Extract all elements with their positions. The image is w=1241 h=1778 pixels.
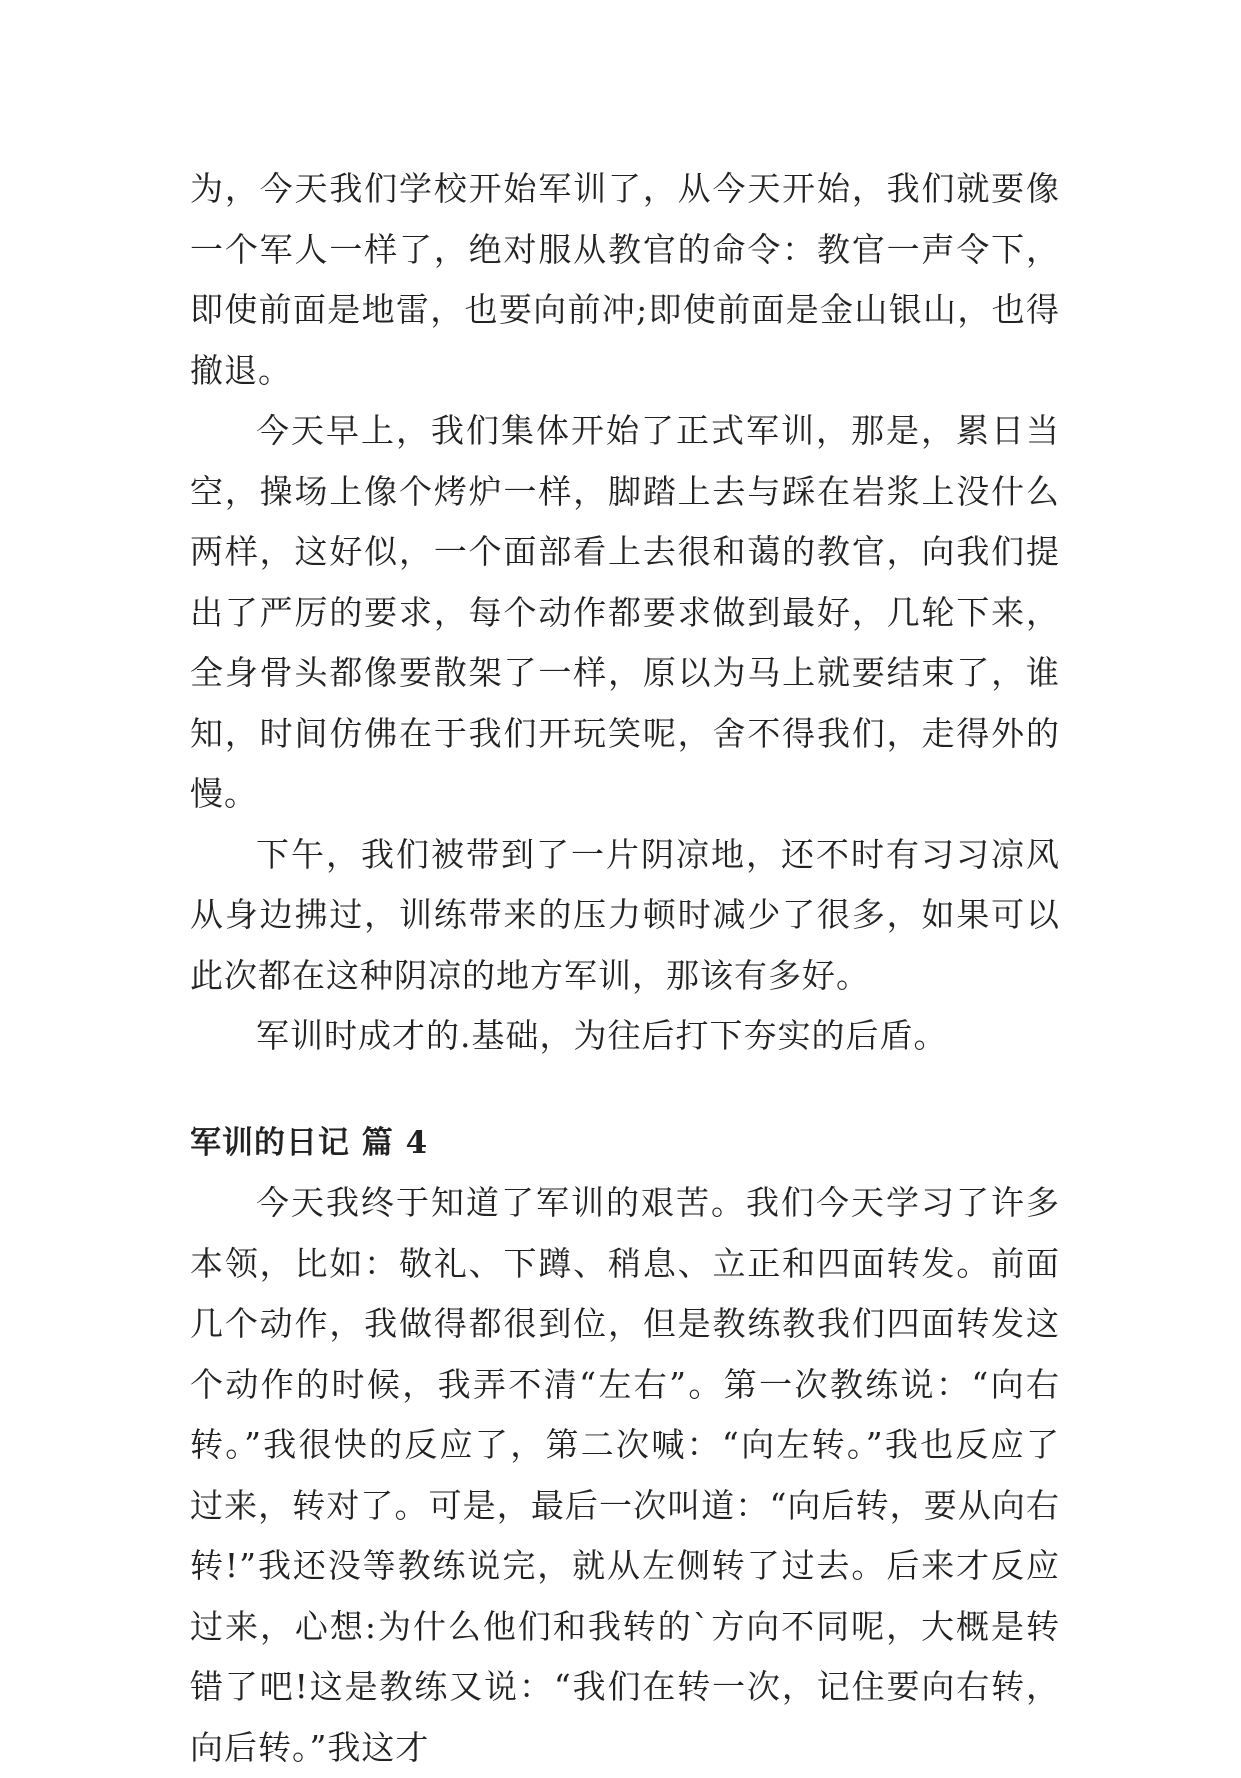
section-heading: 军训的日记 篇 4 [190,1124,429,1161]
paragraph-afternoon: 下午，我们被带到了一片阴凉地，还不时有习习凉风从身边拂过，训练带来的压力顿时减少了很多，如果可以此次都在这种阴凉的地方军训，那该有多好。 [190,834,1060,995]
paragraph-section4: 今天我终于知道了军训的艰苦。我们今天学习了许多本领，比如：敬礼、下蹲、稍息、立正和四面转发。前面几个动作，我做得都很到位，但是教练教我们四面转发这个动作的时候，我弄不清“左右”。第一次教练说：“向右转。”我很快的反应了，第二次喊：“向左转。”我也反应了过来，转对了。可是，最后一次叫道：“向后转，要从向右转!”我还没等教练说完，就从左侧转了过去。后来才反应过来，心想:为什么他们和我转的`方向不同呢，大概是转错了吧!这是教练又说：“我们在转一次，记住要向右转，向后转。”我这才 [190,1183,1060,1767]
document-body [190,159,1060,1778]
paragraph-continuation: 为，今天我们学校开始军训了，从今天开始，我们就要像一个军人一样了，绝对服从教官的命令：教官一声令下，即使前面是地雷，也要向前冲;即使前面是金山银山，也得撤退。 [190,169,1060,390]
paragraph-morning-training: 今天早上，我们集体开始了正式军训，那是，累日当空，操场上像个烤炉一样，脚踏上去与踩在岩浆上没什么两样，这好似，一个面部看上去很和蔼的教官，向我们提出了严厉的要求，每个动作都要求做到最好，几轮下来，全身骨头都像要散架了一样，原以为马上就要结束了，谁知，时间仿佛在于我们开玩笑呢，舍不得我们，走得外的慢。 [190,411,1060,813]
paragraph-conclusion: 军训时成才的.基础，为往后打下夯实的后盾。 [256,1016,948,1055]
